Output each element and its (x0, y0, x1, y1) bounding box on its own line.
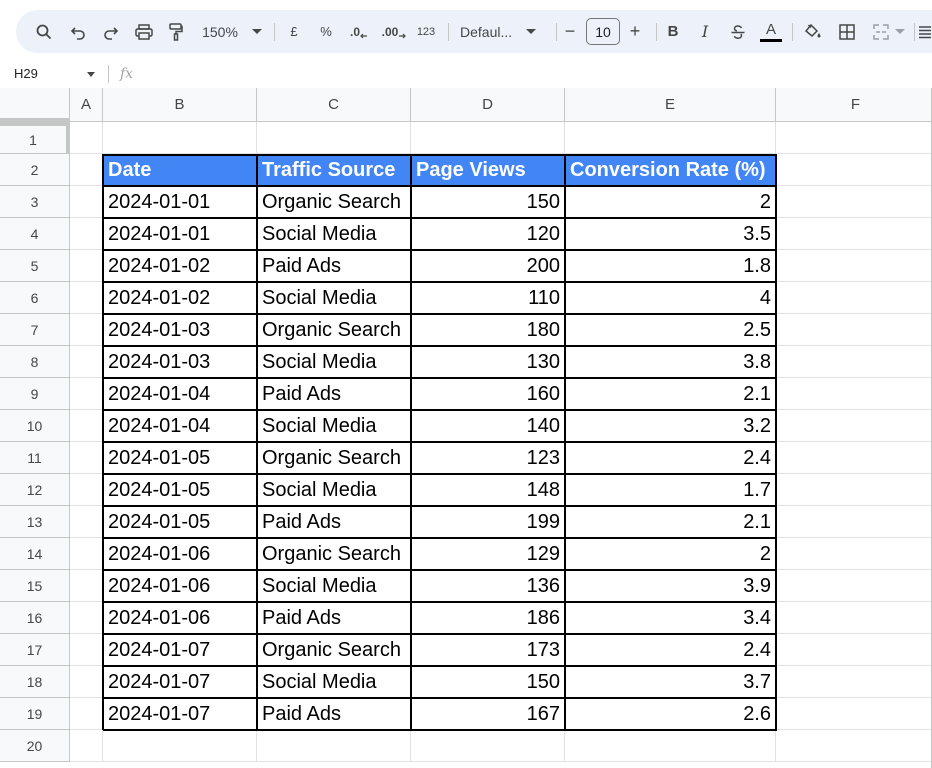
gridline-horizontal (70, 761, 932, 762)
table-border-vertical (102, 154, 104, 730)
row-header-17[interactable]: 17 (0, 634, 70, 666)
table-cell[interactable]: 2024-01-06 (108, 542, 211, 565)
table-border-vertical (256, 154, 258, 730)
increase-font-size-button[interactable]: + (629, 21, 641, 41)
table-cell[interactable]: 3.5 (743, 222, 771, 245)
fx-icon: fx (120, 66, 134, 82)
align-icon[interactable] (919, 10, 931, 53)
increase-decimal-button[interactable] (380, 10, 408, 53)
zoom-value: 150% (202, 23, 238, 40)
row-header-20[interactable]: 20 (0, 730, 70, 762)
row-header-4[interactable]: 4 (0, 218, 70, 250)
chevron-down-icon (895, 29, 905, 34)
table-cell[interactable]: Organic Search (262, 318, 401, 341)
redo-icon[interactable] (99, 10, 123, 53)
table-cell[interactable]: 200 (526, 254, 560, 277)
table-border-horizontal (103, 633, 777, 635)
table-header-cell[interactable]: Page Views (411, 154, 565, 186)
table-cell[interactable]: 2024-01-04 (108, 414, 211, 437)
font-family-select[interactable] (460, 10, 542, 53)
text-color-button[interactable] (759, 10, 783, 53)
toolbar-divider (656, 23, 657, 41)
merge-cells-icon[interactable] (869, 10, 909, 53)
table-cell[interactable]: 4 (759, 286, 771, 309)
chevron-down-icon (252, 29, 262, 34)
table-cell[interactable]: 150 (526, 190, 560, 213)
table-cell[interactable]: Social Media (262, 222, 377, 245)
table-cell[interactable]: 2024-01-05 (108, 510, 211, 533)
column-header-a[interactable]: A (70, 88, 103, 122)
table-cell[interactable]: Social Media (262, 478, 377, 501)
font-family-value: Defaul... (460, 23, 513, 40)
decrease-decimal-button[interactable] (346, 10, 372, 53)
table-border-horizontal (103, 473, 777, 475)
table-cell[interactable]: Paid Ads (262, 606, 341, 629)
table-border-horizontal (103, 249, 777, 251)
row-header-13[interactable]: 13 (0, 506, 70, 538)
text-color-letter: A (765, 20, 776, 38)
spreadsheet-grid[interactable] (0, 88, 932, 768)
table-cell[interactable]: 2024-01-04 (108, 382, 211, 405)
table-header-cell[interactable]: Traffic Source (257, 154, 411, 186)
decrease-font-size-button[interactable]: − (564, 21, 576, 41)
undo-icon[interactable] (66, 10, 90, 53)
table-border-horizontal (103, 185, 777, 187)
table-cell[interactable]: Paid Ads (262, 382, 341, 405)
strikethrough-icon[interactable] (727, 10, 749, 53)
table-cell[interactable]: 3.4 (743, 606, 771, 629)
currency-format-button[interactable]: £ (290, 24, 298, 39)
table-border-horizontal (103, 569, 777, 571)
row-header-15[interactable]: 15 (0, 570, 70, 602)
row-header-14[interactable]: 14 (0, 538, 70, 570)
arrow-left-icon (360, 32, 368, 40)
table-border-horizontal (103, 697, 777, 699)
table-header-cell[interactable]: Conversion Rate (%) (565, 154, 776, 186)
borders-icon[interactable] (835, 10, 859, 53)
table-cell[interactable]: 136 (526, 574, 560, 597)
table-cell[interactable]: 2.1 (743, 510, 771, 533)
table-border-vertical (410, 154, 412, 730)
table-cell[interactable]: 3.2 (743, 414, 771, 437)
table-cell[interactable]: 2.4 (743, 638, 771, 661)
table-cell[interactable]: 2024-01-02 (108, 254, 211, 277)
table-cell[interactable]: 160 (526, 382, 560, 405)
table-cell[interactable]: Organic Search (262, 190, 401, 213)
table-border-horizontal (103, 537, 777, 539)
row-header-9[interactable]: 9 (0, 378, 70, 410)
table-border-horizontal (103, 729, 777, 731)
table-cell[interactable]: 2024-01-07 (108, 702, 211, 725)
table-cell[interactable]: Paid Ads (262, 702, 341, 725)
zoom-select[interactable] (200, 10, 264, 53)
table-cell[interactable]: 1.7 (743, 478, 771, 501)
column-header-b[interactable]: B (103, 88, 257, 122)
table-cell[interactable]: 167 (526, 702, 560, 725)
table-cell[interactable]: 3.9 (743, 574, 771, 597)
table-cell[interactable]: 2.4 (743, 446, 771, 469)
table-cell[interactable]: Paid Ads (262, 510, 341, 533)
table-border-horizontal (103, 377, 777, 379)
table-cell[interactable]: 2.5 (743, 318, 771, 341)
table-cell[interactable]: 2024-01-07 (108, 638, 211, 661)
table-cell[interactable]: 130 (526, 350, 560, 373)
percent-format-button[interactable]: % (320, 24, 332, 39)
table-border-horizontal (103, 441, 777, 443)
column-header-c[interactable]: C (257, 88, 411, 122)
print-icon[interactable] (132, 10, 156, 53)
table-cell[interactable]: Social Media (262, 286, 377, 309)
row-header-1[interactable]: 1 (0, 122, 70, 154)
search-icon[interactable] (32, 10, 56, 53)
row-header-5[interactable]: 5 (0, 250, 70, 282)
table-cell[interactable]: 199 (526, 510, 560, 533)
chevron-down-icon[interactable] (87, 72, 95, 77)
table-cell[interactable]: 2024-01-06 (108, 574, 211, 597)
table-cell[interactable]: Social Media (262, 574, 377, 597)
paint-format-icon[interactable] (164, 10, 188, 53)
table-cell[interactable]: 120 (526, 222, 560, 245)
table-cell[interactable]: 173 (526, 638, 560, 661)
formula-divider (108, 65, 109, 83)
row-header-16[interactable]: 16 (0, 602, 70, 634)
row-header-10[interactable]: 10 (0, 410, 70, 442)
table-border-horizontal (103, 217, 777, 219)
toolbar-divider (914, 23, 915, 41)
font-size-input[interactable]: 10 (586, 18, 620, 45)
table-cell[interactable]: 1.8 (743, 254, 771, 277)
row-header-11[interactable]: 11 (0, 442, 70, 474)
table-cell[interactable]: 2024-01-03 (108, 318, 211, 341)
chevron-down-icon (526, 29, 536, 34)
column-header-d[interactable]: D (411, 88, 565, 122)
table-cell[interactable]: 2024-01-02 (108, 286, 211, 309)
table-cell[interactable]: Social Media (262, 414, 377, 437)
table-border-vertical (775, 154, 777, 730)
table-border-horizontal (103, 281, 777, 283)
table-cell[interactable]: 150 (526, 670, 560, 693)
column-header-f[interactable]: F (776, 88, 932, 122)
table-cell[interactable]: 123 (526, 446, 560, 469)
row-header-3[interactable]: 3 (0, 186, 70, 218)
table-cell[interactable]: 148 (526, 478, 560, 501)
fill-color-icon[interactable] (801, 10, 825, 53)
table-cell[interactable]: 2024-01-01 (108, 222, 211, 245)
arrow-right-icon (398, 32, 406, 40)
table-border-horizontal (103, 154, 777, 156)
row-header-6[interactable]: 6 (0, 282, 70, 314)
table-cell[interactable]: 3.8 (743, 350, 771, 373)
toolbar-divider (448, 23, 449, 41)
name-box[interactable]: H29 (14, 66, 38, 81)
toolbar (16, 10, 932, 53)
table-cell[interactable]: 2 (759, 542, 771, 565)
table-cell[interactable]: 2 (759, 190, 771, 213)
table-cell[interactable]: Paid Ads (262, 254, 341, 277)
table-cell[interactable]: 2024-01-07 (108, 670, 211, 693)
formula-bar (0, 60, 932, 88)
table-cell[interactable]: Social Media (262, 670, 377, 693)
table-border-horizontal (103, 313, 777, 315)
table-border-horizontal (103, 345, 777, 347)
table-cell[interactable]: 3.7 (743, 670, 771, 693)
table-cell[interactable]: Organic Search (262, 542, 401, 565)
table-border-horizontal (103, 409, 777, 411)
row-header-8[interactable]: 8 (0, 346, 70, 378)
table-cell[interactable]: 186 (526, 606, 560, 629)
table-cell[interactable]: 2024-01-03 (108, 350, 211, 373)
table-cell[interactable]: 2024-01-05 (108, 478, 211, 501)
table-border-vertical (564, 154, 566, 730)
table-cell[interactable]: Organic Search (262, 638, 401, 661)
table-border-horizontal (103, 601, 777, 603)
increase-decimal-label: .00 (381, 24, 399, 39)
select-all-corner[interactable] (0, 88, 70, 122)
table-cell[interactable]: 2024-01-01 (108, 190, 211, 213)
row-header-7[interactable]: 7 (0, 314, 70, 346)
table-cell[interactable]: 140 (526, 414, 560, 437)
number-format-button[interactable]: 123 (416, 25, 436, 38)
toolbar-divider (556, 23, 557, 41)
bold-button[interactable]: B (667, 23, 679, 40)
table-border-horizontal (103, 665, 777, 667)
row-header-19[interactable]: 19 (0, 698, 70, 730)
table-cell[interactable]: 2.1 (743, 382, 771, 405)
table-cell[interactable]: 110 (528, 286, 560, 309)
table-cell[interactable]: 2024-01-06 (108, 606, 211, 629)
table-cell[interactable]: Organic Search (262, 446, 401, 469)
decrease-decimal-label: .0 (349, 24, 360, 39)
table-cell[interactable]: 2.6 (743, 702, 771, 725)
toolbar-divider (274, 23, 275, 41)
table-header-cell[interactable]: Date (103, 154, 257, 186)
table-cell[interactable]: 129 (526, 542, 560, 565)
column-header-e[interactable]: E (565, 88, 776, 122)
table-cell[interactable]: 180 (526, 318, 560, 341)
row-header-12[interactable]: 12 (0, 474, 70, 506)
toolbar-divider (792, 23, 793, 41)
italic-button[interactable]: I (701, 22, 709, 41)
row-header-2[interactable]: 2 (0, 154, 70, 186)
table-cell[interactable]: Social Media (262, 350, 377, 373)
text-color-swatch (760, 39, 782, 42)
row-header-18[interactable]: 18 (0, 666, 70, 698)
table-cell[interactable]: 2024-01-05 (108, 446, 211, 469)
table-border-horizontal (103, 505, 777, 507)
